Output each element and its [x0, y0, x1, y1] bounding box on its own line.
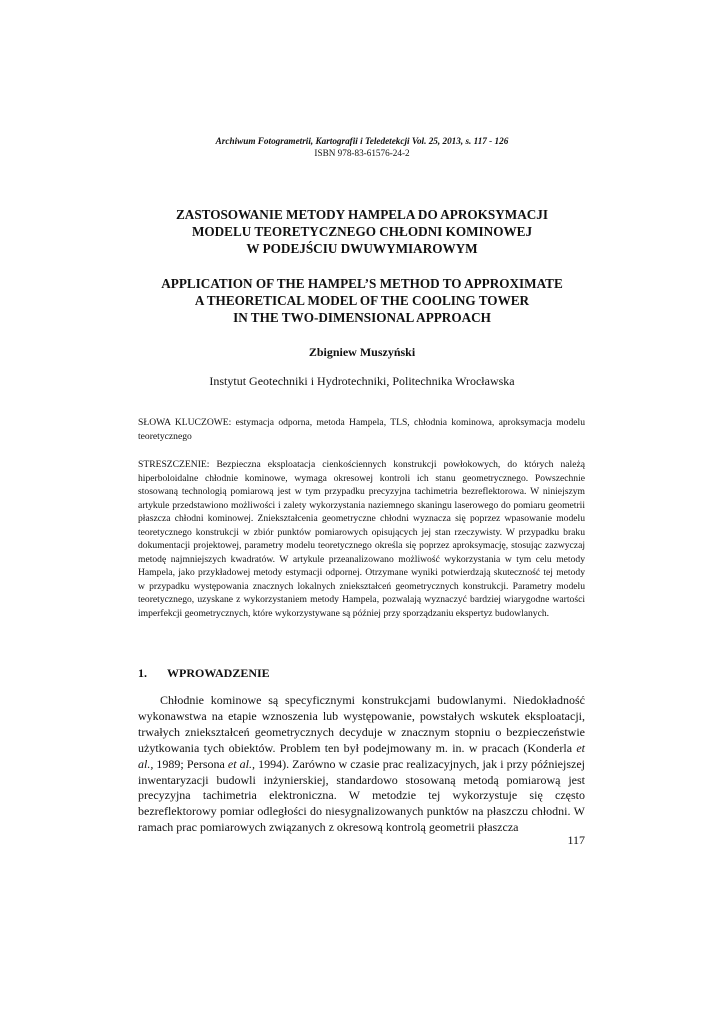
section-number: 1.	[138, 666, 147, 680]
isbn: ISBN 978-83-61576-24-2	[314, 148, 410, 158]
title-english-line: IN THE TWO-DIMENSIONAL APPROACH	[233, 309, 491, 325]
page-number: 117	[567, 833, 585, 847]
title-polish-line: ZASTOSOWANIE METODY HAMPELA DO APROKSYMACJI	[176, 207, 548, 222]
citation-et-al: et al.,	[138, 740, 585, 771]
body-text: Chłodnie kominowe są specyficznymi konstrukcjami budowlanymi. Niedokładność wykonawstwa na etapie wznoszenia lub występowanie, powstałych wskutek eksploatacji, trwałych zniekształceń geometrycznych decyduje w znacznym stopniu o bezpieczeństwie użytkowania tych obiektów. Problem ten był podejmowany m. in. w pracach (Konderla	[138, 693, 585, 755]
title-english-line: APPLICATION OF THE HAMPEL’S METHOD TO APPROXIMATE	[161, 276, 563, 291]
title-english	[90, 276, 634, 326]
author-affiliation: Instytut Geotechniki i Hydrotechniki, Politechnika Wrocławska	[209, 374, 515, 388]
citation-et-al: et al.,	[227, 756, 255, 771]
section-heading	[138, 666, 270, 681]
body-paragraph	[138, 693, 585, 836]
title-polish-line: W PODEJŚCIU DWUWYMIAROWYM	[246, 240, 478, 256]
author-name: Zbigniew Muszyński	[308, 345, 416, 359]
section-title: WPROWADZENIE	[167, 666, 270, 680]
title-polish	[90, 207, 634, 257]
abstract: STRESZCZENIE: Bezpieczna eksploatacja cienkościennych konstrukcji powłokowych, do których należą hiperboloidalne chłodnie kominowe, wymaga okresowej kontroli ich stanu geometrycznego. Powszechnie stosowaną technologią pomiarową jest w tym przypadku precyzyjna tachimetria bezreflektorowa. W niniejszym artykule przedstawiono możliwości i zalety wykorzystania naziemnego skaningu laserowego do pomiaru geometrii płaszcza chłodni kominowej. Zniekształcenia geometryczne chłodni wyznacza się poprzez wpasowanie modelu teoretycznego konstrukcji w zbiór punktów pomiarowych opisujących jej stan rzeczywisty. W przypadku braku dokumentacji projektowej, parametry modelu teoretycznego określa się poprzez aproksymację, stosując zazwyczaj metodę najmniejszych kwadratów. W artykule przeanalizowano możliwość wykorzystania w tym celu metody Hampela, jako przykładowej metody estymacji odpornej. Otrzymane wyniki potwierdzają skuteczność tej metody w przypadku występowania znacznych lokalnych zniekształceń geometrycznych konstrukcji. Parametry modelu teoretycznego, uzyskane z wykorzystaniem metody Hampela, pozwalają wyznaczyć bardziej wiarygodne wartości imperfekcji geometrycznych, które wykorzystywane są później przy sporządzaniu ekspertyz budowlanych.	[138, 459, 585, 620]
journal-header: Archiwum Fotogrametrii, Kartografii i Teledetekcji Vol. 25, 2013, s. 117 - 126	[215, 136, 509, 146]
body-text: 1994). Zarówno w czasie prac realizacyjnych, jak i przy późniejszej inwentaryzacji budowli inżynierskiej, standardowo stosowaną metodą pomiarową jest precyzyjna tachimetria elektroniczna. W metodzie tej wykorzystuje się często bezreflektorowy pomiar odległości do niesygnalizowanych punktów na płaszczu chłodni. W ramach prac pomiarowych związanych z okresową kontrolą geometrii płaszcza	[138, 756, 586, 835]
title-english-line: A THEORETICAL MODEL OF THE COOLING TOWER	[194, 292, 530, 308]
title-polish-line: MODELU TEORETYCZNEGO CHŁODNI KOMINOWEJ	[191, 223, 533, 239]
keywords: SŁOWA KLUCZOWE: estymacja odporna, metoda Hampela, TLS, chłodnia kominowa, aproksymacja modelu teoretycznego	[138, 417, 585, 442]
body-text: 1989; Persona	[153, 756, 228, 771]
